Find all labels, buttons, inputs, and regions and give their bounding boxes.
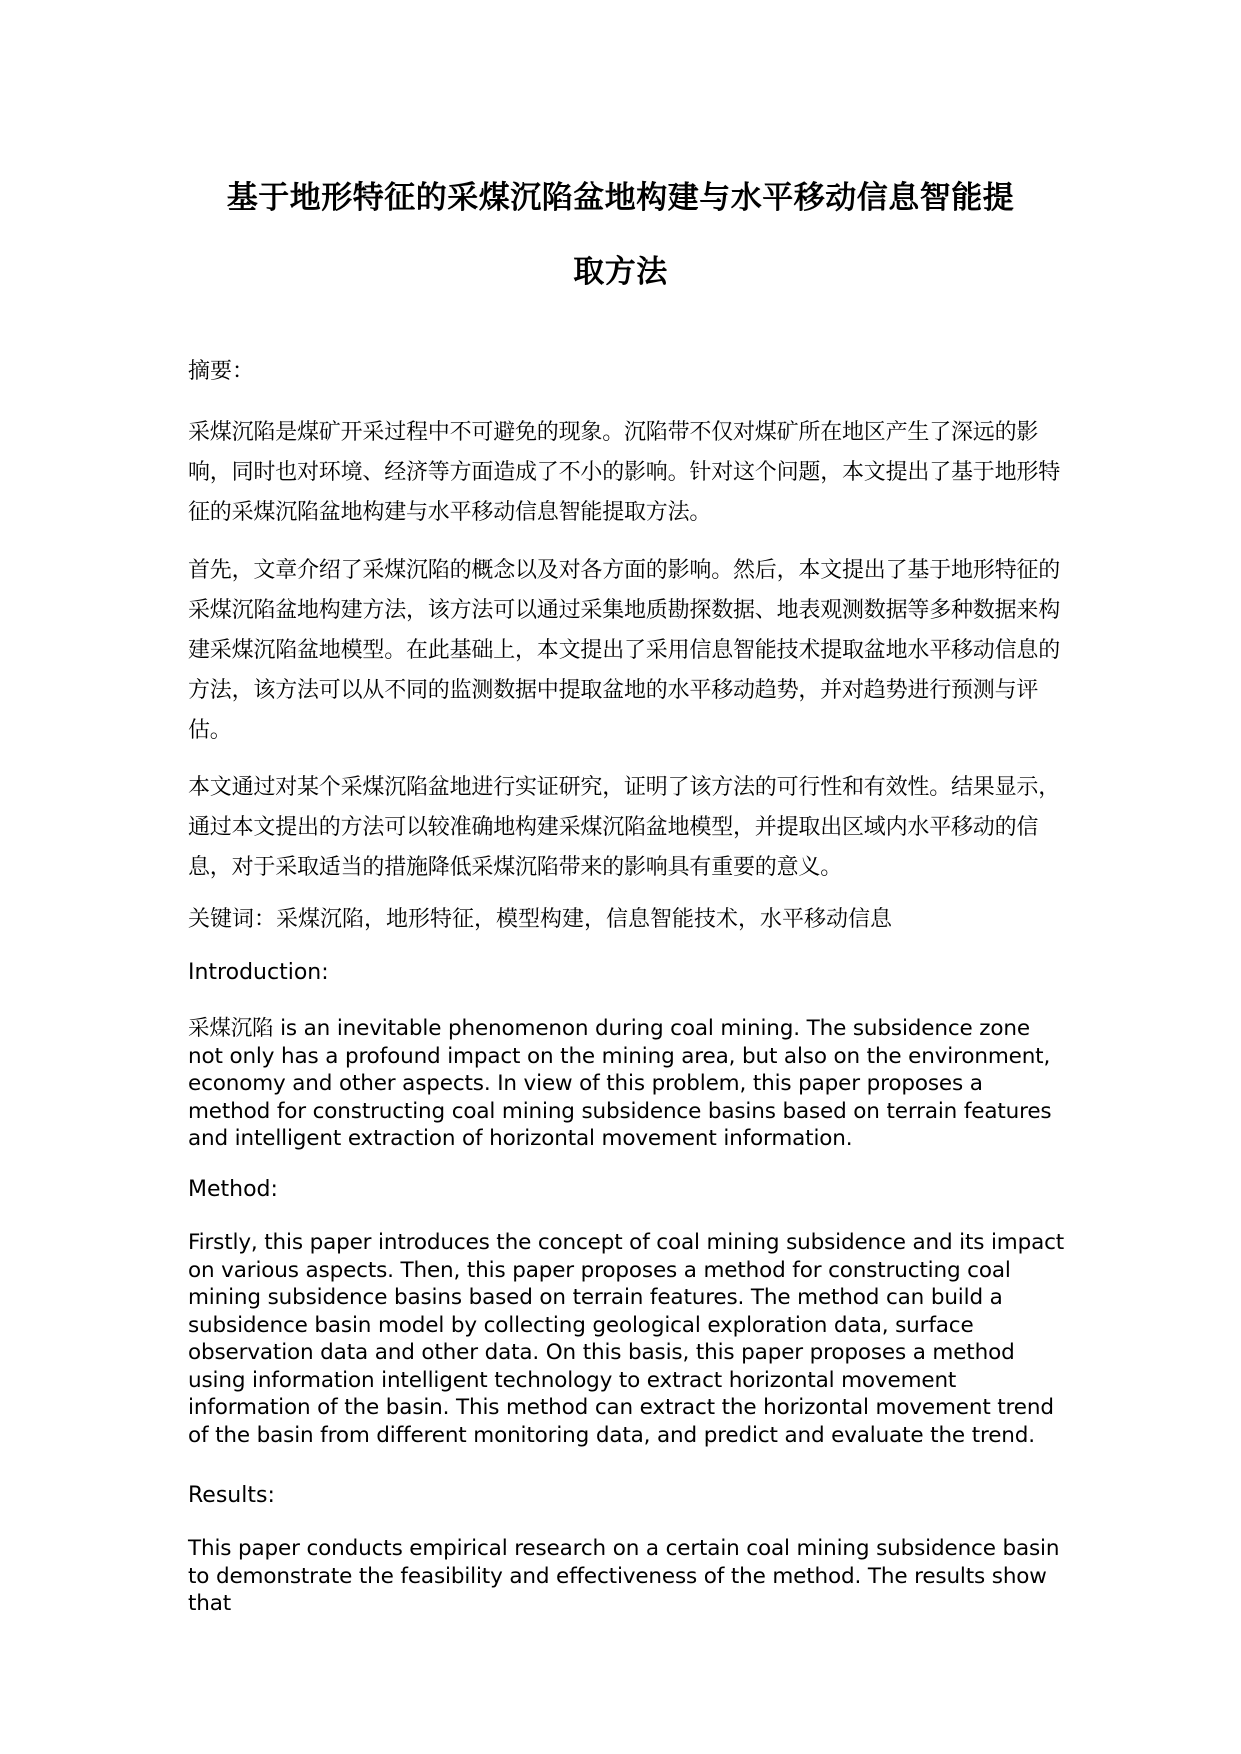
keywords-text: 关键词：采煤沉陷，地形特征，模型构建，信息智能技术，水平移动信息 bbox=[188, 907, 893, 932]
results-label-text: Results: bbox=[188, 1483, 275, 1508]
introduction-label bbox=[188, 958, 1068, 988]
abstract-label bbox=[188, 357, 1068, 387]
method-paragraph-text: Firstly, this paper introduces the concept of coal mining subsidence and its impact on various aspects. Then, this paper proposes a method for constructing coal mining subsidence basins based on terrain features. The method can build a subsidence basin model by collecting geological exploration data, surface observation data and other data. On this basis, this paper proposes a method using information intelligent technology to extract horizontal movement information of the basin. This method can extract the horizontal movement trend of the basin from different monitoring data, and predict and evaluate the trend. bbox=[188, 1230, 1065, 1448]
title-line-2: 取方法 bbox=[573, 254, 668, 290]
introduction-paragraph-text: 采煤沉陷 is an inevitable phenomenon during coal mining. The subsidence zone not only has a profound impact on the mining area, but also on the environment, economy and other aspects. In view of this problem, this paper proposes a method for constructing coal mining subsidence basins based on terrain features and intelligent extraction of horizontal movement information. bbox=[188, 1016, 1052, 1151]
introduction-label-text: Introduction: bbox=[188, 960, 329, 985]
abstract-paragraph-1 bbox=[188, 413, 1068, 533]
results-label bbox=[188, 1481, 1068, 1511]
abstract-paragraph-1-text: 采煤沉陷是煤矿开采过程中不可避免的现象。沉陷带不仅对煤矿所在地区产生了深远的影响，同时也对环境、经济等方面造成了不小的影响。针对这个问题，本文提出了基于地形特征的采煤沉陷盆地构建与水平移动信息智能提取方法。 bbox=[188, 420, 1061, 525]
keywords bbox=[188, 905, 1068, 935]
abstract-label-text: 摘要： bbox=[188, 359, 255, 384]
method-label bbox=[188, 1175, 1068, 1205]
title-line-1: 基于地形特征的采煤沉陷盆地构建与水平移动信息智能提 bbox=[226, 180, 1015, 216]
abstract-paragraph-3 bbox=[188, 768, 1068, 888]
introduction-paragraph bbox=[188, 1015, 1068, 1153]
results-paragraph bbox=[188, 1535, 1068, 1618]
method-label-text: Method: bbox=[188, 1177, 278, 1202]
method-paragraph bbox=[188, 1229, 1068, 1449]
abstract-paragraph-3-text: 本文通过对某个采煤沉陷盆地进行实证研究，证明了该方法的可行性和有效性。结果显示，通过本文提出的方法可以较准确地构建采煤沉陷盆地模型，并提取出区域内水平移动的信息，对于采取适当的措施降低采煤沉陷带来的影响具有重要的意义。 bbox=[188, 775, 1061, 880]
abstract-paragraph-2 bbox=[188, 551, 1068, 751]
results-paragraph-text: This paper conducts empirical research on a certain coal mining subsidence basin to demonstrate the feasibility and effectiveness of the method. The results show that bbox=[188, 1536, 1060, 1616]
abstract-paragraph-2-text: 首先，文章介绍了采煤沉陷的概念以及对各方面的影响。然后，本文提出了基于地形特征的采煤沉陷盆地构建方法，该方法可以通过采集地质勘探数据、地表观测数据等多种数据来构建采煤沉陷盆地模型。在此基础上，本文提出了采用信息智能技术提取盆地水平移动信息的方法，该方法可以从不同的监测数据中提取盆地的水平移动趋势，并对趋势进行预测与评估。 bbox=[188, 558, 1061, 743]
